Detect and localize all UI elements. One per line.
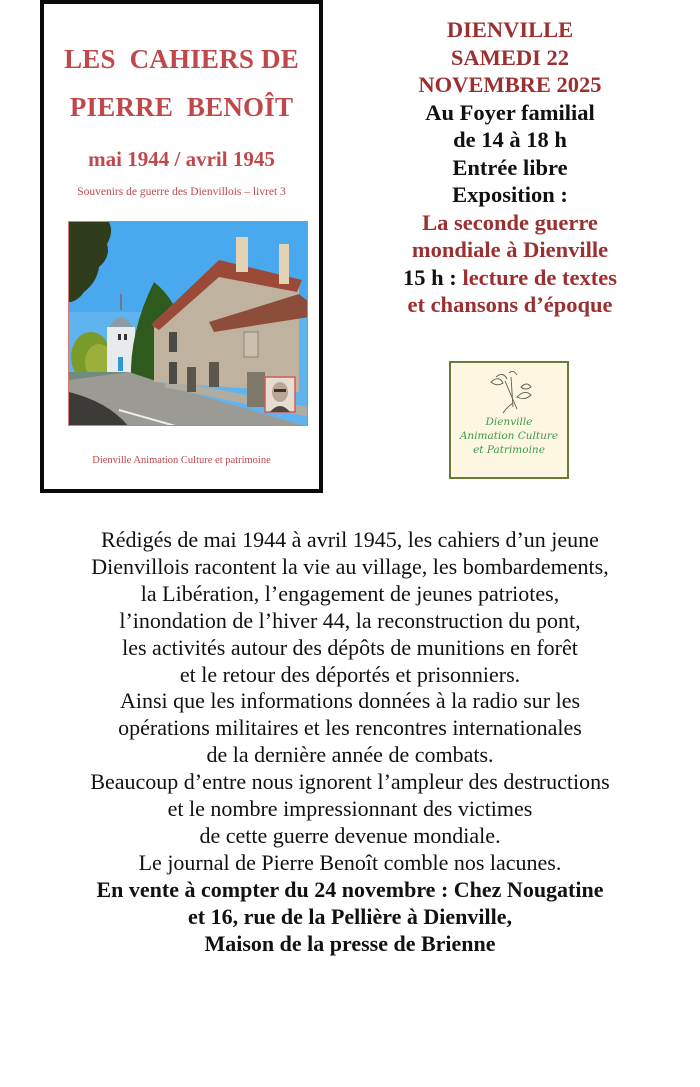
sale-line: Maison de la presse de Brienne bbox=[204, 930, 496, 956]
cover-subtitle: Souvenirs de guerre des Dienvillois – livret 3 bbox=[77, 186, 286, 198]
description bbox=[0, 527, 700, 958]
cover-dates: mai 1944 / avril 1945 bbox=[88, 147, 275, 171]
cover-title-line2: PIERRE BENOÎT bbox=[69, 92, 294, 122]
description-line: et le nombre impressionnant des victimes bbox=[167, 796, 533, 822]
reading-title-2: et chansons d’époque bbox=[407, 292, 613, 317]
exhibition-label: Exposition : bbox=[452, 182, 568, 207]
cover-title-line1: LES CAHIERS DE bbox=[64, 44, 299, 74]
description-line: et le retour des déportés et prisonniers. bbox=[179, 661, 521, 687]
description-line: l’inondation de l’hiver 44, la reconstruction du pont, bbox=[119, 607, 581, 633]
description-line: Beaucoup d’entre nous ignorent l’ampleur des destructions bbox=[90, 769, 610, 795]
book-cover bbox=[40, 0, 323, 493]
sale-line: et 16, rue de la Pellière à Dienville, bbox=[187, 903, 512, 929]
reading-time: 15 h : bbox=[403, 264, 463, 290]
description-line: Ainsi que les informations données à la radio sur les bbox=[119, 688, 581, 714]
logo-line2: Animation Culture bbox=[459, 430, 559, 442]
description-line: Le journal de Pierre Benoît comble nos lacunes. bbox=[138, 849, 562, 875]
event-month-year: NOVEMBRE 2025 bbox=[418, 72, 602, 97]
event-venue: Au Foyer familial bbox=[425, 99, 595, 125]
sale-line: En vente à compter du 24 novembre : Chez Nougatine bbox=[96, 876, 604, 902]
event-entry: Entrée libre bbox=[452, 154, 568, 180]
description-line: la Libération, l’engagement de jeunes patriotes, bbox=[140, 580, 560, 606]
logo-line3: et Patrimoine bbox=[473, 444, 545, 456]
logo-line1: Dienville bbox=[485, 416, 533, 428]
village-street-photo-icon bbox=[69, 222, 308, 426]
lily-flower-icon bbox=[451, 367, 567, 417]
exhibition-title-2: mondiale à Dienville bbox=[411, 237, 609, 262]
event-day: SAMEDI 22 bbox=[450, 44, 570, 70]
logo-text bbox=[451, 415, 567, 457]
cover-footer: Dienville Animation Culture et patrimoine bbox=[92, 455, 271, 466]
event-info bbox=[355, 16, 665, 319]
cover-photo bbox=[68, 221, 308, 426]
description-line: de cette guerre devenue mondiale. bbox=[199, 822, 501, 848]
description-line: Rédigés de mai 1944 à avril 1945, les cahiers d’un jeune bbox=[101, 527, 599, 552]
event-town: DIENVILLE bbox=[446, 17, 574, 42]
description-line: opérations militaires et les rencontres internationales bbox=[118, 715, 582, 741]
reading-line bbox=[355, 264, 665, 292]
reading-title-1: lecture de textes bbox=[462, 264, 617, 290]
event-hours: de 14 à 18 h bbox=[453, 127, 567, 152]
association-logo bbox=[449, 361, 569, 479]
description-line: de la dernière année de combats. bbox=[206, 742, 494, 768]
exhibition-title-1: La seconde guerre bbox=[422, 209, 598, 235]
description-line: Dienvillois racontent la vie au village, les bombardements, bbox=[91, 553, 609, 579]
description-line: les activités autour des dépôts de munitions en forêt bbox=[122, 634, 578, 660]
